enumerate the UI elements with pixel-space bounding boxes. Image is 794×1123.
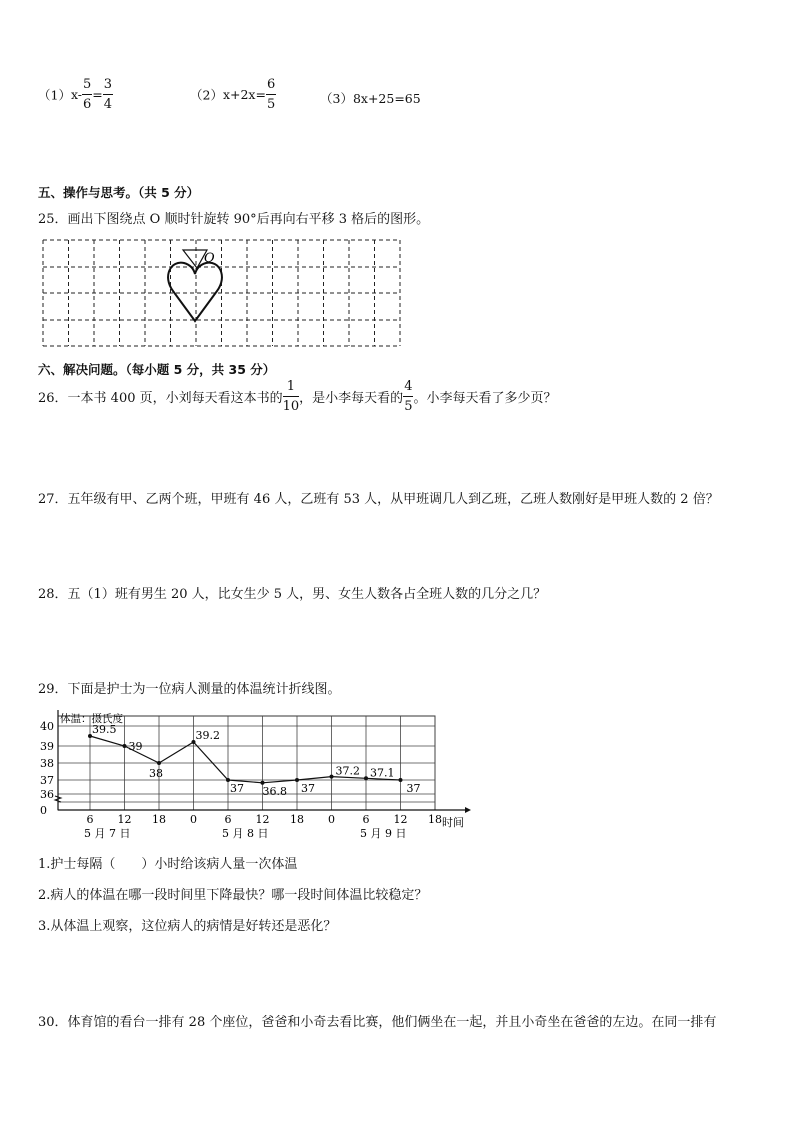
equation-3 <box>320 89 421 107</box>
data-label: 36.8 <box>262 784 287 798</box>
heart-shape <box>168 263 222 321</box>
axis-break <box>55 796 61 802</box>
x-tick-label: 12 <box>117 813 132 826</box>
equation-2-prefix: x+2x= <box>222 87 266 102</box>
data-label: 39.5 <box>92 723 117 736</box>
equation-2-label: （2） <box>190 87 223 103</box>
x-tick-label: 6 <box>86 813 94 826</box>
question-29-sub-1: 1.护士每隔（ ）小时给该病人量一次体温 <box>38 857 298 872</box>
grid-figure <box>40 236 404 350</box>
equation-1-prefix: x- <box>70 87 83 102</box>
x-tick-label: 0 <box>328 813 335 826</box>
equation-3-label: （3） <box>320 91 353 106</box>
x-tick-label: 6 <box>224 813 232 826</box>
x-tick-label: 6 <box>362 813 370 826</box>
x-tick-label: 18 <box>428 813 442 826</box>
date-label: 5 月 9 日 <box>360 827 407 840</box>
y-tick-label: 40 <box>40 720 54 733</box>
data-point <box>123 744 127 748</box>
dashed-grid <box>43 240 400 346</box>
data-point <box>157 761 161 765</box>
q26-text-b: ，是小李每天看的 <box>299 391 404 406</box>
q26-text-c: 。小李每天看了多少页？ <box>413 391 557 406</box>
question-29: 29．下面是护士为一位病人测量的体温统计折线图。 <box>38 682 341 697</box>
x-tick-label: 18 <box>152 813 166 826</box>
section-5-heading: 五、操作与思考。（共 5 分） <box>38 185 200 200</box>
equation-2 <box>190 78 276 111</box>
x-axis-arrow <box>465 807 471 813</box>
data-point <box>295 778 299 782</box>
question-30: 30．体育馆的看台一排有 28 个座位，爸爸和小奇去看比赛，他们俩坐在一起，并且小奇坐在爸爸的左边。在同一排有 <box>38 1015 717 1030</box>
q26-fraction-1: $\frac{1}{10}$ <box>282 379 300 414</box>
data-label: 37.2 <box>335 764 360 778</box>
x-tick-label: 0 <box>190 813 197 826</box>
data-label: 37.1 <box>370 766 395 780</box>
x-tick-label: 18 <box>290 813 304 826</box>
data-point <box>399 778 403 782</box>
x-tick-label: 12 <box>255 813 270 826</box>
date-label: 5 月 7 日 <box>84 827 131 840</box>
y-tick-label: 38 <box>40 757 54 770</box>
question-29-sub-3: 3.从体温上观察，这位病人的病情是好转还是恶化？ <box>38 919 337 934</box>
data-label: 37 <box>301 782 315 795</box>
data-label: 38 <box>149 767 163 780</box>
equation-1-op: = <box>92 87 103 102</box>
question-29-sub-2: 2.病人的体温在哪一段时间里下降最快？哪一段时间体温比较稳定？ <box>38 888 428 903</box>
q26-fraction-2: $\frac{4}{5}$ <box>404 379 413 414</box>
x-tick-label: 12 <box>393 813 408 826</box>
equation-1-fraction-2: $\frac{3}{4}$ <box>103 77 113 112</box>
q26-text-a: 26．一本书 400 页，小刘每天看这本书的 <box>38 391 283 406</box>
equation-3-text: 8x+25=65 <box>352 91 421 106</box>
x-axis-title: 时间 <box>442 816 464 829</box>
y-tick-label: 39 <box>40 740 54 753</box>
y-tick-label: 37 <box>40 774 54 787</box>
data-label: 39 <box>128 740 143 753</box>
y-axis-title: 体温：摄氏度 <box>60 713 123 725</box>
date-label: 5 月 8 日 <box>222 827 269 840</box>
temperature-line-chart <box>36 708 476 840</box>
question-26 <box>38 380 556 413</box>
data-label: 37 <box>406 782 421 795</box>
point-o-label: O <box>204 251 215 266</box>
data-point <box>364 776 368 780</box>
equation-1-fraction-1: $\frac{5}{6}$ <box>83 77 92 112</box>
question-27: 27．五年级有甲、乙两个班，甲班有 46 人，乙班有 53 人，从甲班调几人到乙班，乙班人数刚好是甲班人数的 2 倍？ <box>38 492 719 507</box>
y-tick-label: 36 <box>40 788 54 801</box>
section-6-heading: 六、解决问题。（每小题 5 分，共 35 分） <box>38 362 276 377</box>
equation-1-label: （1） <box>38 87 71 103</box>
question-28: 28．五（1）班有男生 20 人，比女生少 5 人，男、女生人数各占全班人数的几分之几？ <box>38 587 547 602</box>
y-tick-label: 0 <box>40 804 47 817</box>
equation-2-fraction: $\frac{6}{5}$ <box>266 77 276 112</box>
question-25: 25．画出下图绕点 O 顺时针旋转 90°后再向右平移 3 格后的图形。 <box>38 212 430 227</box>
data-label: 39.2 <box>195 729 220 742</box>
data-label: 37 <box>230 782 244 795</box>
equation-1 <box>38 78 113 111</box>
data-point <box>330 775 334 779</box>
